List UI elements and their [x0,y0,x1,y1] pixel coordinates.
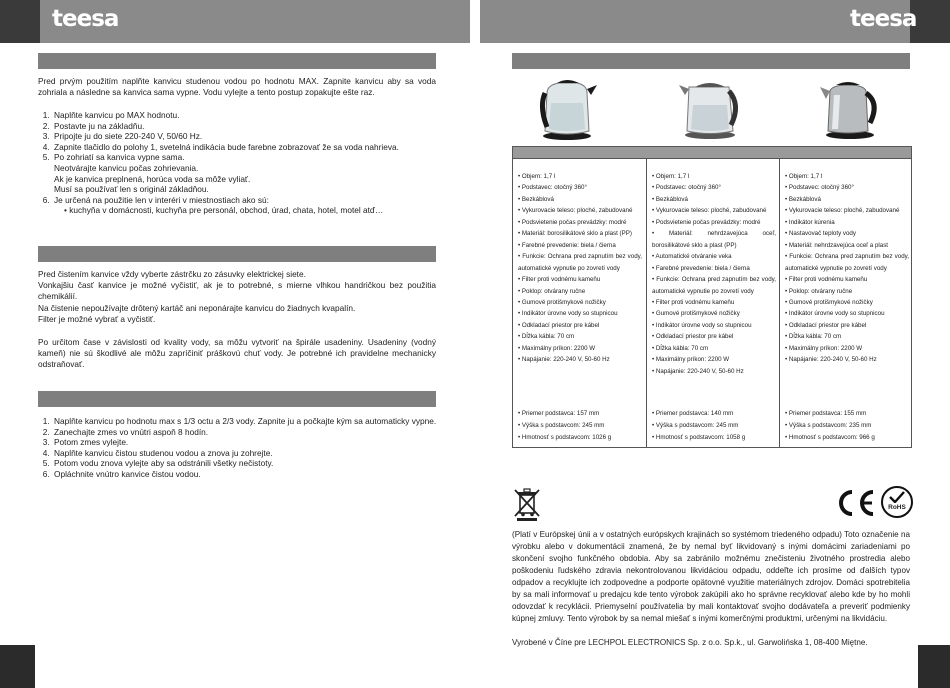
cleaning-line: Vonkajšiu časť kanvice je možné vyčistiť, ak je to potrebné, s mierne vlhkou handričkou bez použitia chemikálií. [38,280,436,302]
spec-item: • Dĺžka kábla: 70 cm [785,331,909,342]
usage-step-text: Je určená na použitie len v interéri v miestnostiach ako sú: [54,194,269,205]
usage-note: Neotvárajte kanvicu počas zohrievania. [54,162,199,173]
cleaning-line: Pred čistením kanvice vždy vyberte zástrčku zo zásuvky elektrickej siete. [38,269,306,279]
cleaning-text [38,269,436,325]
descaling-info-text: Po určitom čase v závislosti od kvality vody, sa môžu vytvoriť na špirále usadeniny. Usadeniny (vodný kameň) nie sú škodlivé ale môžu zapríčiniť práškovú chuť vody. Je potrebné ich pravidelne mechanicky odstraňovať. [38,337,436,370]
right-footer-tab [918,645,950,688]
descaling-step: 1. Naplňte kanvicu po hodnotu max s 1/3 octu a 2/3 vody. Zapnite ju a počkajte kým sa automaticky vypne. [52,416,452,427]
dimension-item: • Hmotnosť s podstavcom: 1058 g [652,432,776,444]
disposal-text: (Platí v Európskej únii a v ostatných európskych krajinách so systémom triedeného odpadu) Toto označenie na výrobku alebo v dokumentácii znamená, že by nemal byť likvidovaný s inými domácimi zariadeniami po skončení svojho funkčného obdobia. Aby sa zabránilo možnému znečisteniu životného prostredia alebo poškodeniu ľudského zdravia nekontrolovanou likvidáciou odpadu, oddeľte ich prosíme od ďalších typov odpadov a recyklujte ich zodpovedne a podporte opätovné využitie materiálnych zdrojov. Domáci spotrebitelia by sa mali informovať u predajcu kde tento výrobok zakúpili ako ho správne recyklovať alebo kde by ho mohli odovzdať k recyklácii. Priemyselní používatelia by mali kontaktovať svojho dodávateľa a preveriť podmienky kúpnej zmluvy. Tento výrobok by sa nemal miešať s inými komerčnými produktmi, určenými na likvidáciu. [512,530,910,623]
left-header-tab [0,0,40,43]
dimension-list [518,408,642,444]
spec-item: • Objem: 1,7 l [785,171,909,182]
dimension-item: • Výška s podstavcom: 245 mm [652,420,776,432]
left-footer-tab [0,645,35,688]
kettle-image-glass-steel [675,73,745,141]
section-bar-1 [38,53,436,69]
spec-list [652,171,776,377]
specs-column-2 [646,158,779,447]
kettle-image-steel [818,73,888,141]
spec-item: • Maximálny príkon: 2200 W [518,343,642,354]
descaling-steps [38,416,452,480]
dimension-item: • Priemer podstavca: 155 mm [785,408,909,420]
spec-item: • Podsvietenie počas prevádzky: modré [518,217,642,228]
section-bar-2 [38,246,436,262]
cleaning-line: Filter je možné vybrať a vyčistiť. [38,313,156,324]
spec-item: • Napájanie: 220-240 V, 50-60 Hz [518,354,642,365]
manufacturer-text: Vyrobené v Číne pre LECHPOL ELECTRONICS Sp. z o.o. Sp.k., ul. Garwolińska 1, 08-400 Miętne. [512,638,868,647]
spec-item: • Dĺžka kábla: 70 cm [652,343,776,354]
descaling-step: 2. Zanechajte zmes vo vnútri aspoň 8 hodín. [52,427,452,438]
usage-note: Musí sa používať len s originál základňou. [54,184,209,195]
descaling-step: 6. Opláchnite vnútro kanvice čistou vodou. [52,469,452,480]
spec-item: • Objem: 1,7 l [518,171,642,182]
spec-item: • Vykurovacie teleso: ploché, zabudované [518,205,642,216]
spec-item: • Indikátor úrovne vody so stupnicou [652,320,776,331]
specs-column-3 [779,158,912,447]
spec-item: • Nastavovač teploty vody [785,228,909,239]
left-brand-logo: teesa [52,6,119,32]
spec-item: • Bezkáblová [518,194,642,205]
usage-step: 1. Naplňte kanvicu po MAX hodnotu. [52,110,452,121]
spec-item: • Automatické otváranie veka [652,251,776,262]
spec-item: • Indikátor kúrenia [785,217,909,228]
usage-step: 2. Postavte ju na základňu. [52,121,452,132]
cleaning-line: Na čistenie nepoužívajte drôtený kartáč ani neponárajte kanvicu do žiadnych kvapalín. [38,302,356,313]
spec-item: • Podstavec: otočný 360° [652,182,776,193]
descaling-step: 3. Potom zmes vylejte. [52,437,452,448]
usage-note-text: • kuchyňa v domácnosti, kuchyňa pre personál, obchod, úrad, chata, hotel, motel atď… [64,205,383,215]
spec-item: • Podstavec: otočný 360° [785,182,909,193]
usage-step [52,195,452,216]
spec-item: • Gumové protišmykové nožičky [652,308,776,319]
spec-item: • Napájanie: 220-240 V, 50-60 Hz [652,366,776,377]
spec-item: • Odkladací priestor pre kábel [518,320,642,331]
spec-item: • Poklop: otvárany ručne [518,286,642,297]
dimension-item: • Priemer podstavca: 157 mm [518,408,642,420]
spec-item: • Materiál: nehrdzavejúca oceľ a plast [785,240,909,251]
spec-item: • Maximálny príkon: 2200 W [785,343,909,354]
usage-note: Ak je kanvica preplnená, horúca voda sa môže vyliať. [54,173,251,184]
spec-item: • Filter proti vodnému kameňu [652,297,776,308]
spec-item: • Funkcie: Ochrana pred zapnutím bez vody, automatické vypnutie po zovretí vody [518,251,642,274]
first-use-text: Pred prvým použitím naplňte kanvicu studenou vodou po hodnotu MAX. Zapnite kanvicu aby sa voda zohriala a následne sa kanvica sama vypne. Vodu vylejte a tento postup zopakujte ešte raz. [38,76,436,98]
checkmark-icon [889,491,905,503]
usage-step [52,152,452,194]
usage-step: 3. Pripojte ju do siete 220-240 V, 50/60 Hz. [52,131,452,142]
spec-list [785,171,909,366]
spec-item: • Maximálny príkon: 2200 W [652,354,776,365]
spec-item: • Filter proti vodnému kameňu [785,274,909,285]
dimension-item: • Priemer podstavca: 140 mm [652,408,776,420]
descaling-step: 5. Potom vodu znova vylejte aby sa odstránili všetky nečistoty. [52,458,452,469]
kettle-image-glass-black [537,73,607,141]
dimension-item: • Hmotnosť s podstavcom: 1026 g [518,432,642,444]
dimension-list [652,408,776,444]
spec-item: • Bezkáblová [652,194,776,205]
spec-item: • Bezkáblová [785,194,909,205]
spec-item: • Gumové protišmykové nožičky [785,297,909,308]
usage-step-text: Po zohriatí sa kanvica vypne sama. [54,152,185,163]
spec-item: • Farebné prevedenie: biela / čierna [652,263,776,274]
rohs-badge [881,486,913,518]
spec-item: • Podstavec: otočný 360° [518,182,642,193]
specs-column-1 [513,158,645,447]
usage-steps [38,110,452,216]
spec-item: • Dĺžka kábla: 70 cm [518,331,642,342]
spec-item: • Poklop: otvárany ručne [785,286,909,297]
spec-item: • Funkcie: Ochrana pred zapnutím bez vody, automatické vypnutie po zovretí vody [785,251,909,274]
spec-item: • Gumové protišmykové nožičky [518,297,642,308]
spec-item: • Indikátor úrovne vody so stupnicou [518,308,642,319]
spec-item: • Vykurovacie teleso: ploché, zabudované [785,205,909,216]
spec-list [518,171,642,366]
section-bar-specs [512,53,910,69]
rohs-label: RoHS [888,504,906,511]
dimension-item: • Hmotnosť s podstavcom: 966 g [785,432,909,444]
spec-item: • Vykurovacie teleso: ploché, zabudované [652,205,776,216]
specs-table [512,146,912,448]
section-bar-3 [38,391,436,407]
spec-item: • Filter proti vodnému kameňu [518,274,642,285]
spec-item: • Odkladací priestor pre kábel [785,320,909,331]
usage-note [54,205,452,216]
spec-item: • Indikátor úrovne vody so stupnicou [785,308,909,319]
spec-item: • Materiál: borosilikátové sklo a plast (PP) [518,228,642,239]
weee-crossed-bin-icon [513,487,541,521]
spec-item: • Objem: 1,7 l [652,171,776,182]
dimension-list [785,408,909,444]
descaling-step: 4. Naplňte kanvicu čistou studenou vodou a znova ju zohrejte. [52,448,452,459]
dimension-item: • Výška s podstavcom: 245 mm [518,420,642,432]
right-brand-logo: teesa [850,6,917,32]
dimension-item: • Výška s podstavcom: 235 mm [785,420,909,432]
spec-item: • Napájanie: 220-240 V, 50-60 Hz [785,354,909,365]
spec-item: • Funkcie: Ochrana pred zapnutím bez vody, automatické vypnutie po zovretí vody [652,274,776,297]
spec-item: • Odkladací priestor pre kábel [652,331,776,342]
ce-mark-icon [833,488,877,518]
usage-step: 4. Zapnite tlačidlo do polohy 1, svetelná indikácia bude farebne zobrazovať že sa voda nahrieva. [52,142,452,153]
spec-item: • Farebné prevedenie: biela / čierna [518,240,642,251]
spec-item: • Podsvietenie počas prevádzky: modré [652,217,776,228]
spec-item: • Materiál: nehrdzavejúca oceľ, borosilikátové sklo a plast (PP) [652,228,776,251]
